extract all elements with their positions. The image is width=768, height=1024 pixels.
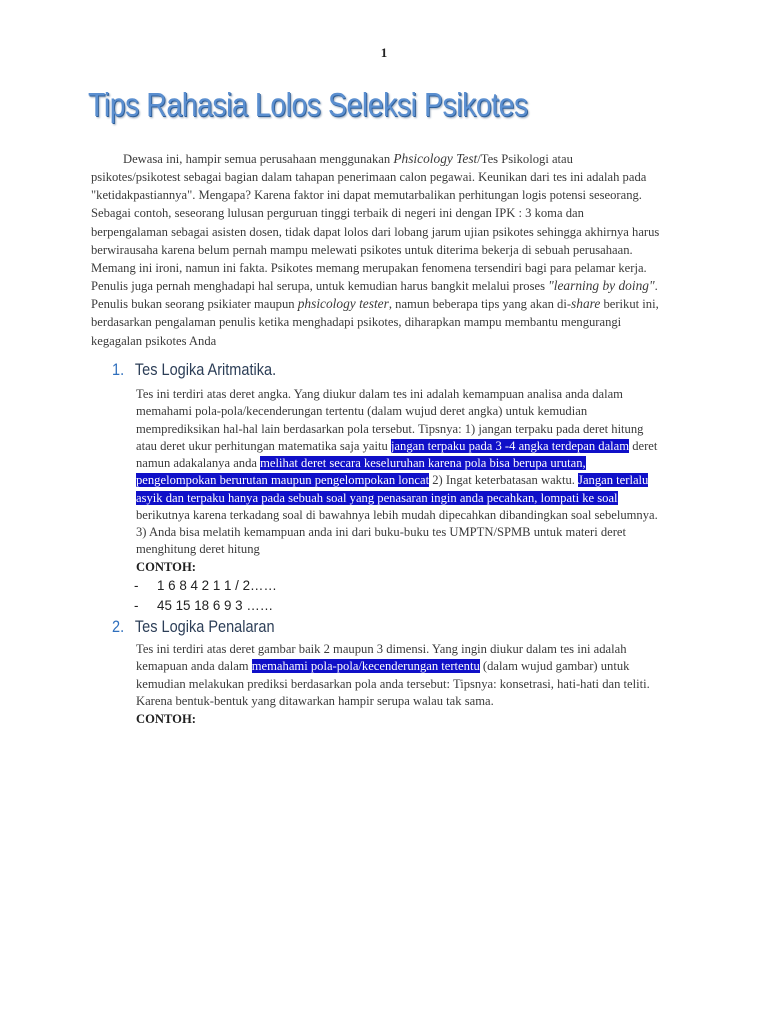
intro-text-5: berikut ini, berdasarkan pengalaman penulis ketika menghadapi psikotes, diharapkan mampu membantu mengurangi kegagalan psikotes Anda	[91, 297, 659, 348]
intro-italic-4: share	[571, 296, 601, 312]
section-1-body	[136, 386, 666, 559]
list-dash: -	[134, 578, 139, 593]
example-sequence-2: 45 15 18 6 9 3 ……	[157, 597, 274, 613]
list-item	[134, 596, 277, 616]
section-2-text-1: Tes ini terdiri atas deret gambar baik 2 maupun 3 dimensi. Yang ingin diukur dalam tes ini adalah kemapuan anda dalam	[136, 642, 627, 674]
intro-italic-2: "learning by doing"	[548, 278, 655, 294]
list-item	[134, 576, 277, 596]
intro-text-3: . Penulis bukan seorang psikiater maupun	[91, 279, 658, 312]
intro-paragraph	[91, 150, 661, 350]
section-1-text-4: berikutnya karena terkadang soal di bawahnya lebih mudah dipecahkan dibandingkan soal sebelumnya. 3) Anda bisa melatih kemampuan anda ini dari buku-buku tes UMPTN/SPMB untuk materi deret menghitung deret hitung	[136, 507, 658, 557]
page-number: 1	[380, 45, 388, 60]
section-2-text-2: (dalam wujud gambar) untuk kemudian melakukan prediksi berdasarkan pola anda tersebut: Tipsnya: konsetrasi, hati-hati dan teliti. Karena bentuk-bentuk yang ditawarkan hampir serupa walau tak sama.	[136, 659, 650, 708]
section-1-heading	[112, 361, 276, 380]
section-2-highlight-1: memahami pola-pola/kecenderungan tertentu	[251, 659, 480, 674]
section-1-text-1: Tes ini terdiri atas deret angka. Yang diukur dalam tes ini adalah kemampuan analisa anda dalam memahami pola-pola/kecenderungan tertentu (dalam wujud deret angka) untuk kemudian memprediksikan hal-hal lain berdasarkan pola tersebut. Tipsnya: 1) jangan terpaku pada deret hitung atau deret ukur perhitungan matematika saja yaitu	[136, 387, 644, 453]
section-1-example-label: CONTOH:	[136, 560, 196, 574]
section-1-highlight-3: Jangan terlalu asyik dan terpaku hanya pada sebuah soal yang penasaran ingin anda pecahkan, lompati ke soal	[136, 473, 649, 505]
document-title: Tips Rahasia Lolos Seleksi Psikotes	[88, 86, 528, 123]
section-1-highlight-2: melihat deret secara keseluruhan karena pola bisa berupa urutan, pengelompokan berurutan maupun pengelompokan loncat	[136, 456, 586, 488]
intro-text-4: , namun beberapa tips yang akan di-	[388, 297, 572, 312]
intro-italic-3: phsicology tester	[297, 296, 389, 312]
intro-text-2: /Tes Psikologi atau psikotes/psikotest sebagai bagian dalam tahapan penerimaan calon pegawai. Keunikan dari tes ini adalah pada "ketidakpastiannya". Mengapa? Karena faktor ini dapat memutarbalikan perhitungan logis potensi seseorang. Sebagai contoh, seseorang lulusan perguruan tinggi terbaik di negeri ini dengan IPK : 3 koma dan berpengalaman sebagai asisten dosen, tidak dapat lolos dari lobang jarum ujian psikotes sehingga akhirnya harus berwirausaha karena belum pernah mampu melewati psikotes untuk diterima bekerja di sebuah perusahaan. Memang ini ironi, namun ini fakta. Psikotes memang merupakan fenomena tersendiri bagi para pelamar kerja. Penulis juga pernah menghadapi hal serupa, untuk kemudian harus bangkit melalui proses	[91, 152, 660, 294]
section-1-text-3: 2) Ingat keterbatasan waktu.	[429, 473, 579, 488]
section-1-highlight-1: jangan terpaku pada 3 -4 angka terdepan dalam	[390, 438, 630, 453]
section-1-title: Tes Logika Aritmatika.	[134, 361, 277, 379]
list-dash: -	[134, 597, 139, 613]
section-2-title: Tes Logika Penalaran	[134, 618, 275, 636]
section-2-number: 2.	[112, 618, 125, 636]
example-list	[134, 576, 277, 615]
section-1-number: 1.	[112, 361, 125, 379]
example-sequence-1: 1 6 8 4 2 1 1 / 2……	[157, 578, 277, 593]
section-2-body	[136, 641, 666, 710]
section-2-example-label: CONTOH:	[136, 712, 196, 726]
section-1-text-2: deret namun adakalanya anda	[136, 438, 658, 470]
intro-text-1: Dewasa ini, hampir semua perusahaan menggunakan	[123, 152, 394, 166]
intro-italic-1: Phsicology Test	[393, 151, 478, 166]
section-2-heading	[112, 618, 275, 637]
